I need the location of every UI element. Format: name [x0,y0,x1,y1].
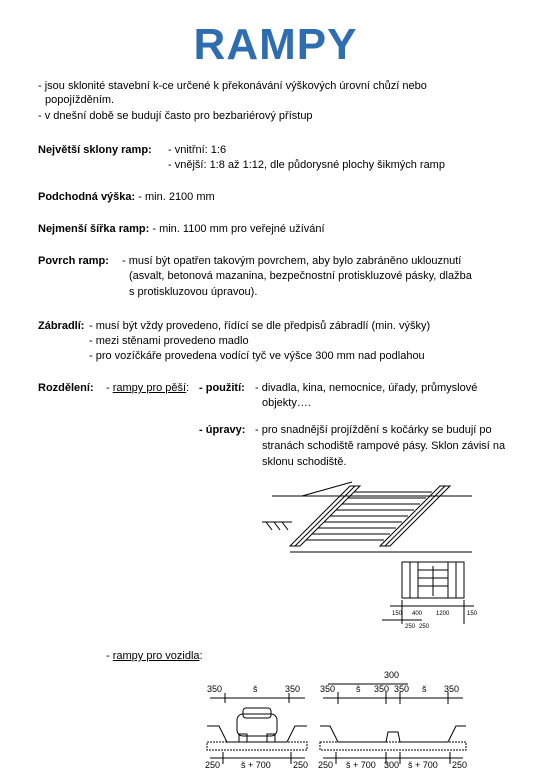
headroom-row [38,191,215,204]
pedestrian-dash: - [106,382,110,394]
railing-line-1: - musí být vždy provedeno, řídící se dle předpisů zábradlí (min. výšky) [89,320,431,332]
dbl-bottom-width-b: š + 700 [408,760,438,770]
surface-line-2: (asvalt, betonová mazanina, bezpečnostní protiskluzové pásky, dlažba [129,270,472,282]
modifications-line-1: - pro snadnější projíždění s kočárky se budují po [255,424,492,436]
dbl-top-total: 300 [384,670,400,680]
dbl-top-width-b: š [422,684,427,694]
modifications-line-3: sklonu schodiště. [262,456,347,468]
headroom-label: Podchodná výška: [38,191,136,203]
pedestrian-ramps-link: rampy pro pěší [112,382,187,394]
use-label: - použití: [199,382,245,394]
use-line-2: objekty…. [262,397,311,409]
veh-top-350-right: 350 [285,684,301,694]
veh-bottom-width: š + 700 [241,760,271,770]
use-line-1: - divadla, kina, nemocnice, úřady, průmyslové [255,382,478,394]
stair-dim-150-left: 150 [392,611,403,617]
modifications-line-2: stranách schodiště rampové pásy. Sklon závisí na [262,440,506,452]
railing-label: Zábradlí: [38,320,85,332]
veh-top-width: š [253,684,258,694]
stair-dim-400: 400 [412,611,423,617]
division-label: Rozdělení: [38,382,94,394]
pedestrian-colon: : [186,382,190,394]
width-value: - min. 1100 mm pro veřejné užívání [152,223,325,235]
pedestrian-row [106,382,189,395]
veh-top-350-left: 350 [207,684,223,694]
railing-line-2: - mezi stěnami provedeno madlo [89,335,249,347]
intro-line-1: - jsou sklonité stavební k-ce určené k překonávání výškových úrovní chůzí nebo [38,80,427,92]
surface-line-1: - musí být opatřen takovým povrchem, aby bylo zabráněno uklouznutí [122,255,462,267]
surface-label: Povrch ramp: [38,255,109,267]
headroom-value: - min. 2100 mm [138,191,215,203]
surface-line-3: s protiskluzovou úpravou). [129,286,258,298]
stair-dim-150-right: 150 [467,611,478,617]
stair-dim-250-a: 250 [405,624,416,630]
vehicle-ramps-link: rampy pro vozidla [112,650,200,662]
dbl-top-350-a: 350 [320,684,336,694]
vehicle-dash: - [106,650,110,662]
veh-bottom-250-left: 250 [205,760,221,770]
dbl-top-350-b: 350 [374,684,390,694]
veh-bottom-250-right: 250 [293,760,309,770]
dbl-bottom-300: 300 [384,760,400,770]
vehicle-ramps-row [106,650,203,663]
dbl-bottom-250-right: 250 [452,760,468,770]
dbl-top-350-d: 350 [444,684,460,694]
dbl-top-width-a: š [356,684,361,694]
vehicle-colon: : [199,650,203,662]
width-label: Nejmenší šířka ramp: [38,223,150,235]
width-row [38,223,325,236]
intro-line-2: - v dnešní době se budují často pro bezbariérový přístup [38,110,313,122]
slopes-outer: - vnější: 1:8 až 1:12, dle půdorysné plochy šikmých ramp [168,159,445,171]
dbl-bottom-width-a: š + 700 [346,760,376,770]
stair-dim-1200: 1200 [436,611,450,617]
stair-dim-250-b: 250 [419,624,430,630]
dbl-bottom-250-left: 250 [318,760,334,770]
stair-ramp-drawing [262,474,482,634]
double-ramp-section [318,662,468,772]
intro-line-1b: popojížděním. [45,94,115,106]
slopes-label: Největší sklony ramp: [38,144,152,156]
page-title: RAMPY [193,20,358,69]
vehicle-ramp-section [205,676,315,772]
railing-line-3: - pro vozíčkáře provedena vodící tyč ve výšce 300 mm nad podlahou [89,350,425,362]
modifications-label: - úpravy: [199,424,246,436]
dbl-top-350-c: 350 [394,684,410,694]
slopes-inner: - vnitřní: 1:6 [168,144,227,156]
